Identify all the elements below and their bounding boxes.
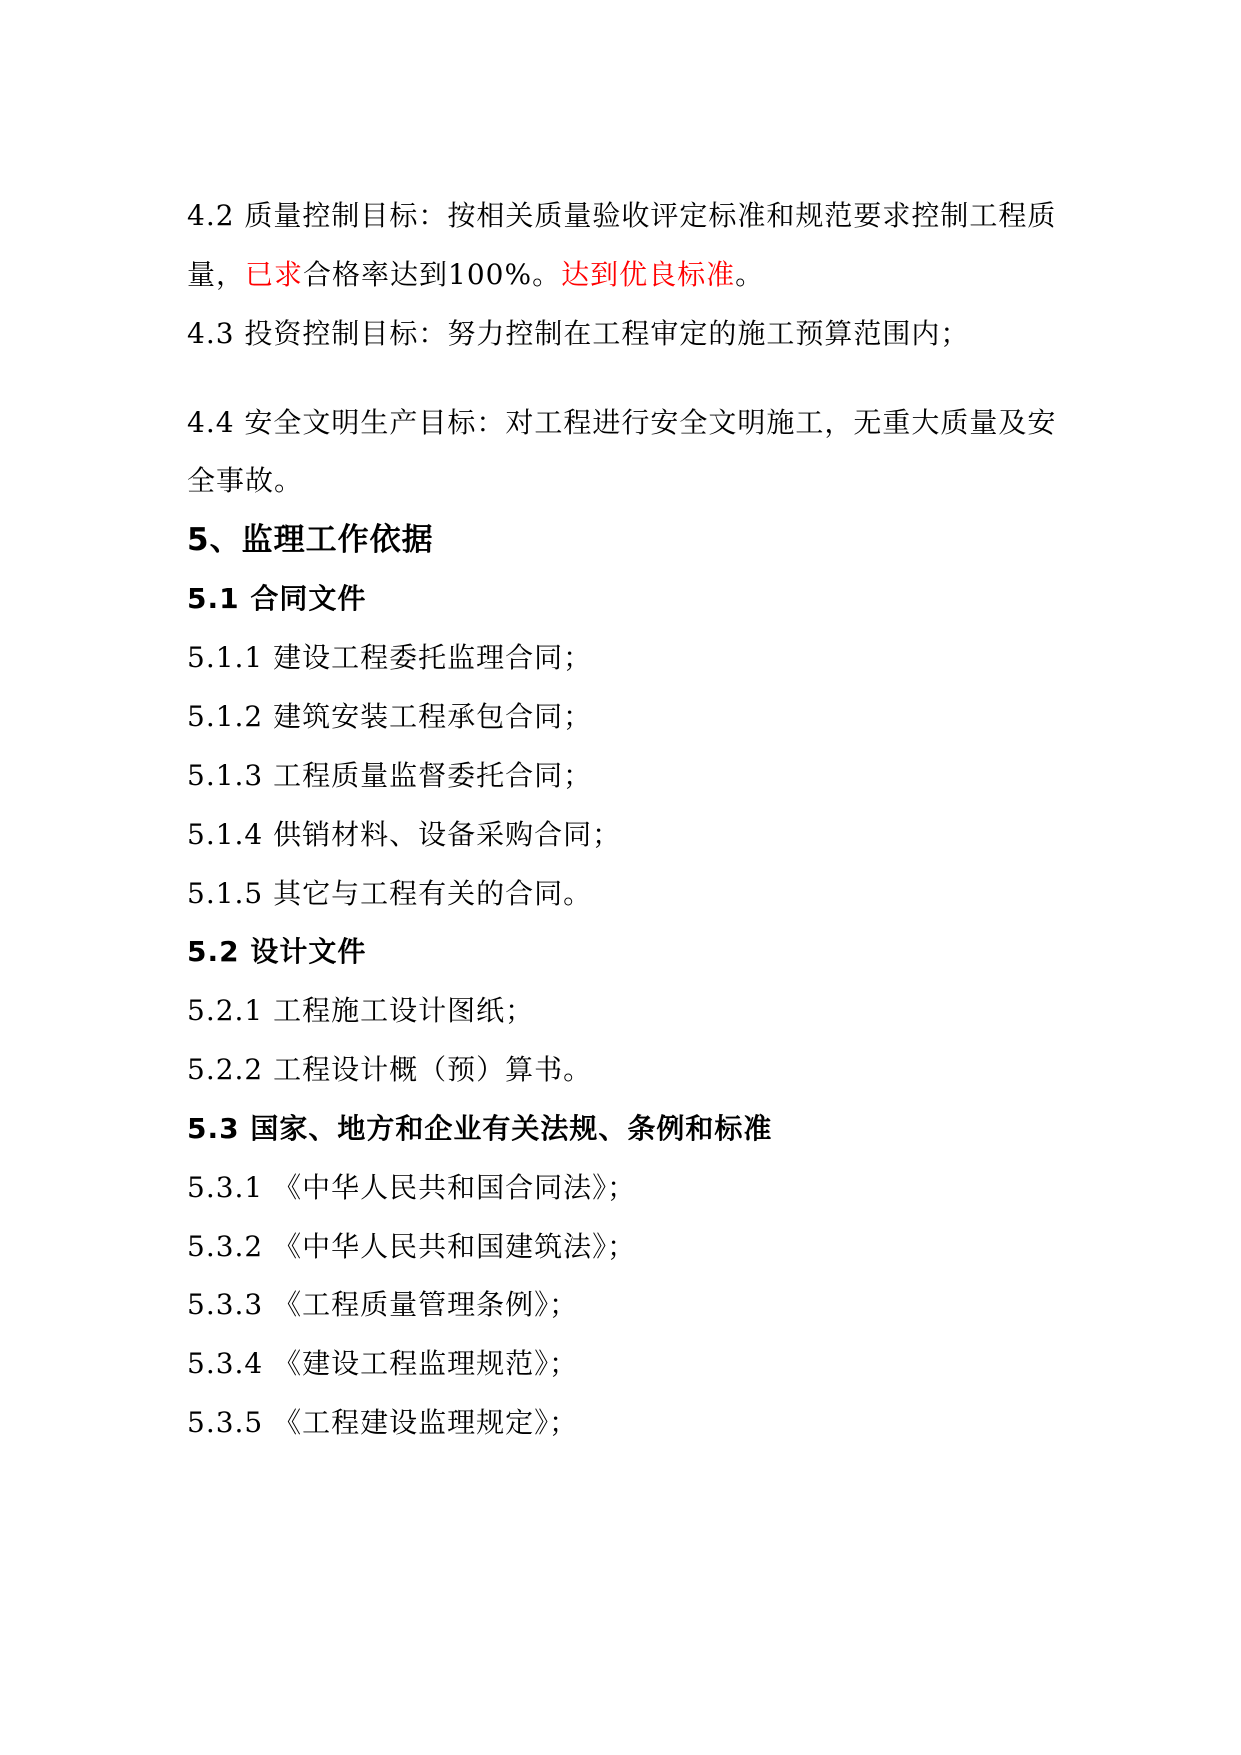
list-item: 5.1.3 工程质量监督委托合同； (187, 759, 593, 792)
list-item: 5.3.4 《建设工程监理规范》； (187, 1347, 579, 1380)
section-4-4-line-1: 4.4 安全文明生产目标：对工程进行安全文明施工，无重大质量及安 (187, 406, 1057, 439)
section-4-2-prefix: 量， (187, 258, 246, 291)
list-item: 5.3.1 《中华人民共和国合同法》； (187, 1171, 637, 1204)
section-4-4-line-2: 全事故。 (187, 464, 304, 497)
list-item: 5.2.1 工程施工设计图纸； (187, 994, 535, 1027)
list-item: 5.1.5 其它与工程有关的合同。 (187, 877, 593, 910)
section-5-2-heading: 5.2 设计文件 (187, 935, 367, 968)
section-4-2-line-1: 4.2 质量控制目标：按相关质量验收评定标准和规范要求控制工程质 (187, 199, 1057, 232)
list-item: 5.1.2 建筑安装工程承包合同； (187, 700, 593, 733)
section-5-heading: 5、监理工作依据 (187, 522, 434, 558)
section-4-2-suffix: 。 (735, 258, 765, 291)
section-4-3: 4.3 投资控制目标：努力控制在工程审定的施工预算范围内； (187, 317, 970, 350)
list-item: 5.1.1 建设工程委托监理合同； (187, 641, 593, 674)
list-item: 5.3.2 《中华人民共和国建筑法》； (187, 1230, 637, 1263)
section-5-1-heading: 5.1 合同文件 (187, 582, 367, 615)
list-item: 5.1.4 供销材料、设备采购合同； (187, 818, 622, 851)
section-4-2-line-2 (187, 255, 764, 295)
list-item: 5.3.3 《工程质量管理条例》； (187, 1288, 579, 1321)
highlight-text-2: 达到优良标准 (561, 258, 736, 291)
list-item: 5.3.5 《工程建设监理规定》； (187, 1406, 579, 1439)
section-4-2-mid: 合格率达到100%。 (303, 258, 562, 291)
highlight-text-1: 已求 (245, 258, 304, 291)
section-5-3-heading: 5.3 国家、地方和企业有关法规、条例和标准 (187, 1112, 773, 1145)
list-item: 5.2.2 工程设计概（预）算书。 (187, 1053, 593, 1086)
